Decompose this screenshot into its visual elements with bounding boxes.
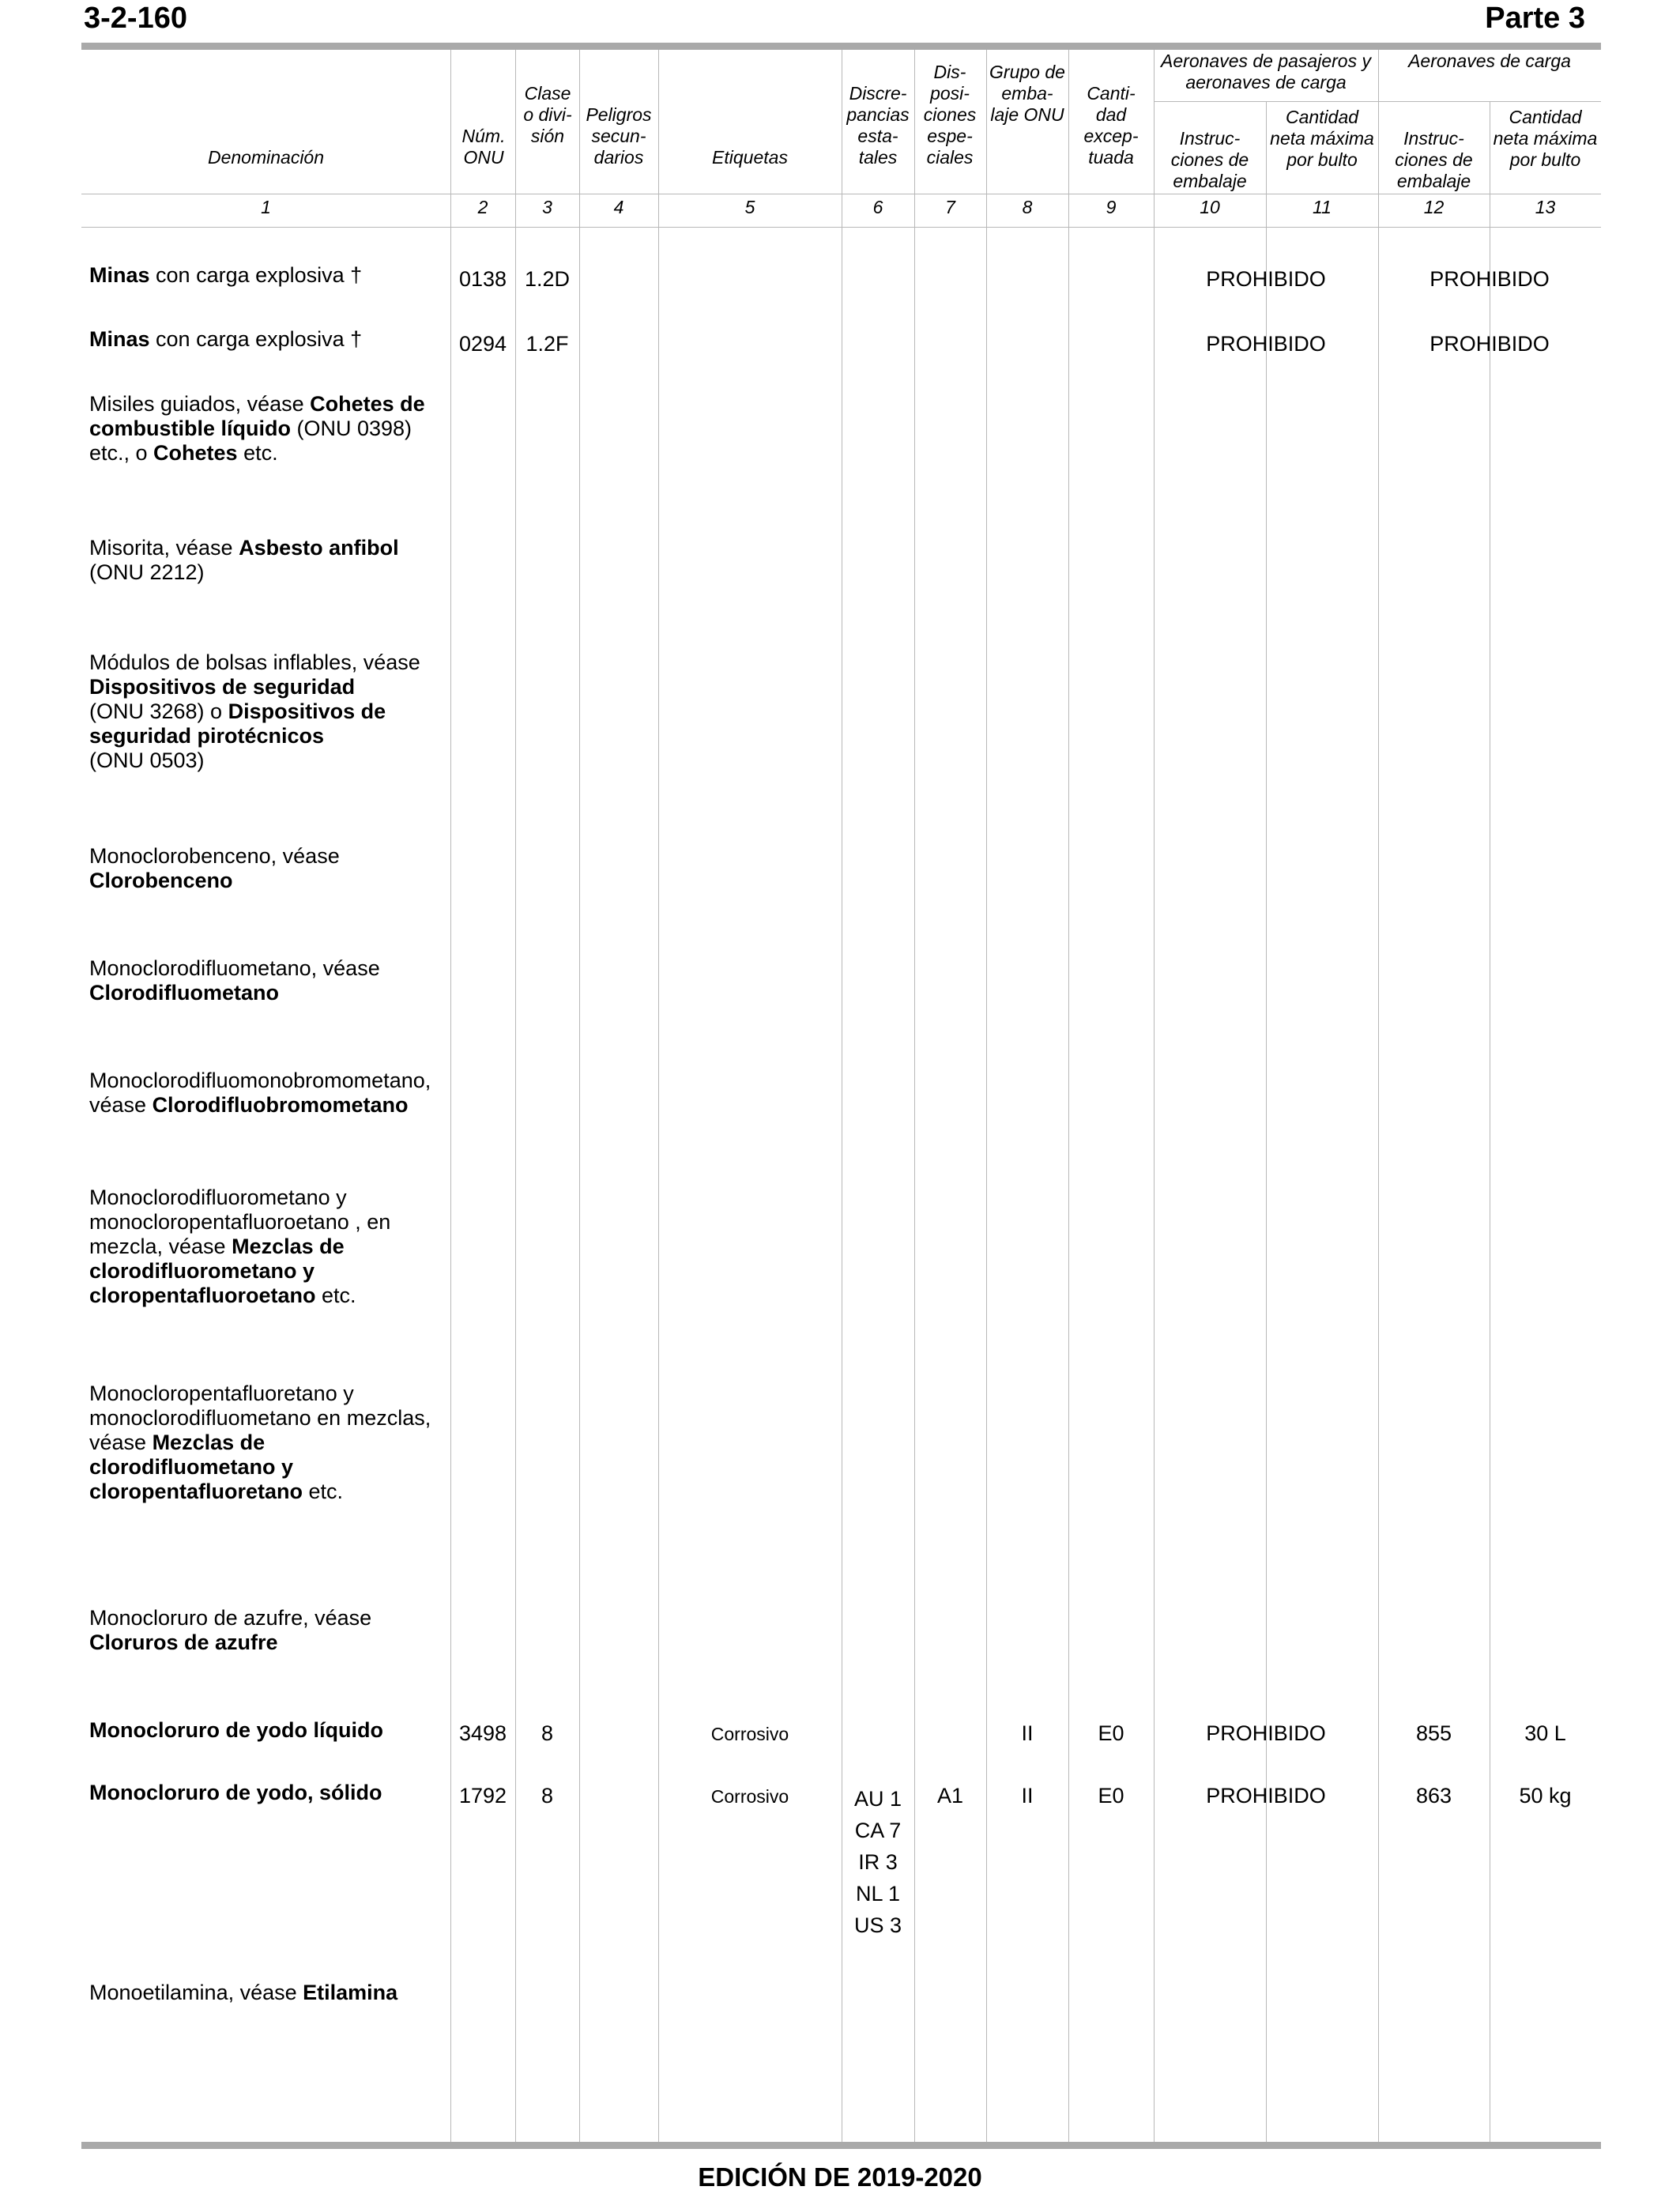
- header-peligros: Peligros secun- darios: [586, 104, 652, 168]
- part-label: Parte 3: [1485, 2, 1585, 35]
- packing-group: II: [1021, 1721, 1034, 1745]
- column-number: 8: [1022, 197, 1033, 217]
- header-discrepancias: Discre- pancias esta- tales: [846, 83, 910, 168]
- row-name: Monocloruro de yodo, sólido: [89, 1781, 382, 1804]
- header-instrucciones-pax: Instruc- ciones de embalaje: [1170, 128, 1249, 191]
- state-variation: AU 1: [853, 1787, 902, 1811]
- top-rule: [81, 43, 1601, 50]
- excepted-quantity: E0: [1098, 1784, 1124, 1808]
- excepted-quantity: E0: [1098, 1721, 1124, 1745]
- header-num-onu: Núm. ONU: [461, 126, 506, 168]
- row-name: Monocloruro de azufre, véase Cloruros de azufre: [89, 1606, 372, 1654]
- bottom-rule: [81, 2142, 1601, 2149]
- state-variation: IR 3: [858, 1850, 898, 1874]
- page-number: 3-2-160: [84, 2, 187, 35]
- un-number: 1792: [458, 1784, 507, 1808]
- column-number: 9: [1106, 197, 1117, 217]
- row-name: Misiles guiados, véase Cohetes de combustible líquido (ONU 0398) etc., o Cohetes etc.: [89, 392, 425, 465]
- column-number: 12: [1423, 197, 1445, 217]
- cargo-status: PROHIBIDO: [1430, 332, 1550, 356]
- header-denominacion: Denominación: [207, 147, 325, 168]
- column-number: 13: [1535, 197, 1556, 217]
- row-name: Monoetilamina, véase Etilamina: [89, 1981, 398, 2004]
- header-cantidad-cargo: Cantidad neta máxima por bulto: [1493, 107, 1598, 170]
- row-name: Monocloropentafluoretano y monoclorodifluometano en mezclas, véase Mezclas de clorodifluometano y cloropentafluoretano etc.: [89, 1382, 431, 1503]
- state-variations: [842, 1783, 914, 1941]
- packing-group: II: [1021, 1784, 1034, 1808]
- passenger-status: PROHIBIDO: [1206, 1784, 1326, 1808]
- class-division: 1.2D: [524, 267, 571, 291]
- header-etiquetas: Etiquetas: [712, 147, 788, 168]
- edition-footer: EDICIÓN DE 2019-2020: [698, 2162, 982, 2192]
- row-name: Monoclorobenceno, véase Clorobenceno: [89, 844, 340, 892]
- header-disposiciones: Dis- posi- ciones espe- ciales: [923, 62, 977, 168]
- column-number: 5: [744, 197, 755, 217]
- row-name: Monoclorodifluorometano y monocloropentafluoroetano , en mezcla, véase Mezclas de clorodifluorometano y cloropentafluoroetano etc.: [89, 1186, 391, 1307]
- un-number: 3498: [458, 1721, 507, 1745]
- row-name: Módulos de bolsas inflables, véase Dispositivos de seguridad (ONU 3268) o Dispositivos de seguridad pirotécnicos (ONU 0503): [89, 650, 420, 772]
- header-clase: Clase o divi- sión: [523, 83, 572, 146]
- row-name: Monoclorodifluomonobromometano, véase Clorodifluobromometano: [89, 1069, 431, 1117]
- special-provision: A1: [936, 1784, 964, 1808]
- column-number: 7: [945, 197, 955, 217]
- column-number: 2: [477, 197, 488, 217]
- column-number: 1: [261, 197, 271, 217]
- passenger-status: PROHIBIDO: [1206, 1721, 1326, 1745]
- row-name: Minas con carga explosiva †: [89, 327, 363, 351]
- state-variation: CA 7: [854, 1819, 902, 1842]
- column-number: 3: [542, 197, 552, 217]
- header-instrucciones-cargo: Instruc- ciones de embalaje: [1395, 128, 1473, 191]
- cargo-status: PROHIBIDO: [1430, 267, 1550, 291]
- un-number: 0138: [458, 267, 507, 291]
- header-group-cargo: Aeronaves de carga: [1408, 51, 1571, 71]
- column-number: 11: [1313, 197, 1332, 217]
- header-cantidad-exceptuada: Canti- dad excep- tuada: [1083, 83, 1139, 168]
- row-name: Minas con carga explosiva †: [89, 263, 363, 287]
- cargo-packing-instruction: 855: [1415, 1721, 1452, 1745]
- passenger-status: PROHIBIDO: [1206, 267, 1326, 291]
- row-name: Monoclorodifluometano, véase Clorodifluometano: [89, 956, 380, 1005]
- class-division: 8: [541, 1721, 554, 1745]
- cargo-packing-instruction: 863: [1415, 1784, 1452, 1808]
- class-division: 1.2F: [525, 332, 569, 356]
- header-group-passenger: Aeronaves de pasajeros y aeronaves de carga: [1161, 51, 1371, 92]
- header-grupo-embalaje: Grupo de emba- laje ONU: [989, 62, 1065, 125]
- row-name: Misorita, véase Asbesto anfibol (ONU 2212): [89, 536, 399, 584]
- hazard-label: Corrosivo: [710, 1724, 789, 1744]
- cargo-max-quantity: 50 kg: [1519, 1784, 1572, 1808]
- header-cantidad-pax: Cantidad neta máxima por bulto: [1270, 107, 1374, 170]
- cargo-max-quantity: 30 L: [1524, 1721, 1566, 1745]
- passenger-status: PROHIBIDO: [1206, 332, 1326, 356]
- column-number: 10: [1200, 197, 1220, 217]
- column-number: 4: [613, 197, 624, 217]
- state-variation: US 3: [853, 1913, 902, 1937]
- class-division: 8: [541, 1784, 554, 1808]
- state-variation: NL 1: [855, 1882, 901, 1906]
- un-number: 0294: [458, 332, 507, 356]
- hazard-label: Corrosivo: [710, 1786, 789, 1807]
- column-number: 6: [872, 197, 883, 217]
- row-name: Monocloruro de yodo líquido: [89, 1718, 383, 1742]
